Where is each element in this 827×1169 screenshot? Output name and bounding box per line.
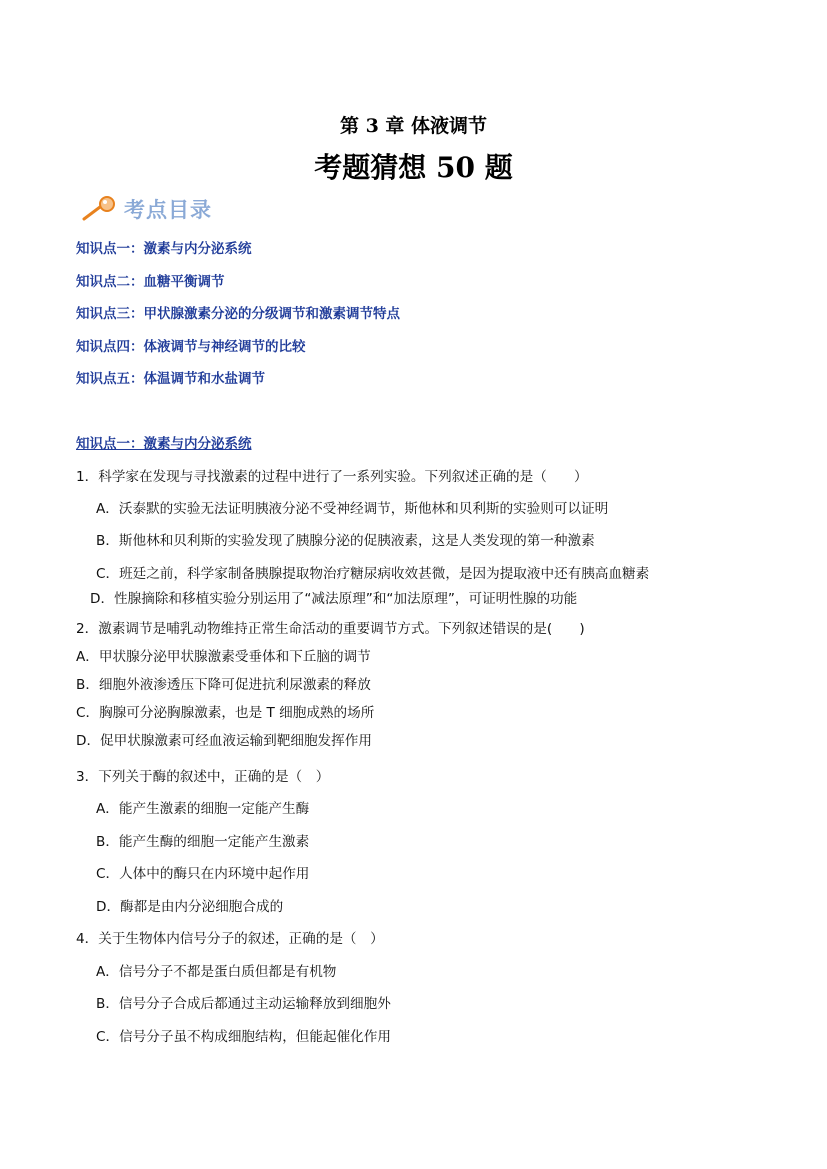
magnifier-icon: [80, 194, 120, 224]
toc-item-2[interactable]: 知识点二：血糖平衡调节: [76, 274, 225, 290]
question-4-stem: 4．关于生物体内信号分子的叙述，正确的是（ ）: [76, 931, 384, 947]
toc-heading-label: 考点目录: [124, 198, 212, 222]
question-1-option-c: C．班廷之前，科学家制备胰腺提取物治疗糖尿病收效甚微，是因为提取液中还有胰高血糖素: [96, 566, 650, 582]
question-3-option-a: A．能产生激素的细胞一定能产生酶: [96, 801, 310, 817]
question-2-option-c: C．胸腺可分泌胸腺激素，也是 T 细胞成熟的场所: [76, 705, 375, 721]
page-title: 考题猜想 50 题: [314, 151, 513, 184]
toc-item-4[interactable]: 知识点四：体液调节与神经调节的比较: [76, 339, 306, 355]
question-3-stem: 3．下列关于酶的叙述中，正确的是（ ）: [76, 769, 330, 785]
question-1-stem: 1．科学家在发现与寻找激素的过程中进行了一系列实验。下列叙述正确的是（ ）: [76, 469, 588, 485]
question-3-option-d: D．酶都是由内分泌细胞合成的: [96, 899, 284, 915]
section-title[interactable]: 知识点一：激素与内分泌系统: [76, 436, 252, 452]
question-2-option-a: A．甲状腺分泌甲状腺激素受垂体和下丘脑的调节: [76, 649, 371, 665]
toc-item-1[interactable]: 知识点一：激素与内分泌系统: [76, 241, 252, 257]
toc-item-3[interactable]: 知识点三：甲状腺激素分泌的分级调节和激素调节特点: [76, 306, 400, 322]
question-2-option-d: D．促甲状腺激素可经血液运输到靶细胞发挥作用: [76, 733, 372, 749]
question-1-option-d: D．性腺摘除和移植实验分别运用了“减法原理”和“加法原理”，可证明性腺的功能: [90, 591, 578, 607]
toc-item-5[interactable]: 知识点五：体温调节和水盐调节: [76, 371, 265, 387]
question-3-option-c: C．人体中的酶只在内环境中起作用: [96, 866, 310, 882]
question-2-option-b: B．细胞外液渗透压下降可促进抗利尿激素的释放: [76, 677, 371, 693]
question-4-option-a: A．信号分子不都是蛋白质但都是有机物: [96, 964, 337, 980]
question-3-option-b: B．能产生酶的细胞一定能产生激素: [96, 834, 310, 850]
question-2-stem: 2．激素调节是哺乳动物维持正常生命活动的重要调节方式。下列叙述错误的是( ): [76, 621, 585, 637]
question-4-option-b: B．信号分子合成后都通过主动运输释放到细胞外: [96, 996, 391, 1012]
question-4-option-c: C．信号分子虽不构成细胞结构，但能起催化作用: [96, 1029, 391, 1045]
question-1-option-a: A．沃泰默的实验无法证明胰液分泌不受神经调节，斯他林和贝利斯的实验则可以证明: [96, 501, 609, 517]
question-1-option-b: B．斯他林和贝利斯的实验发现了胰腺分泌的促胰液素，这是人类发现的第一种激素: [96, 533, 595, 549]
chapter-heading: 第 3 章 体液调节: [339, 115, 488, 137]
